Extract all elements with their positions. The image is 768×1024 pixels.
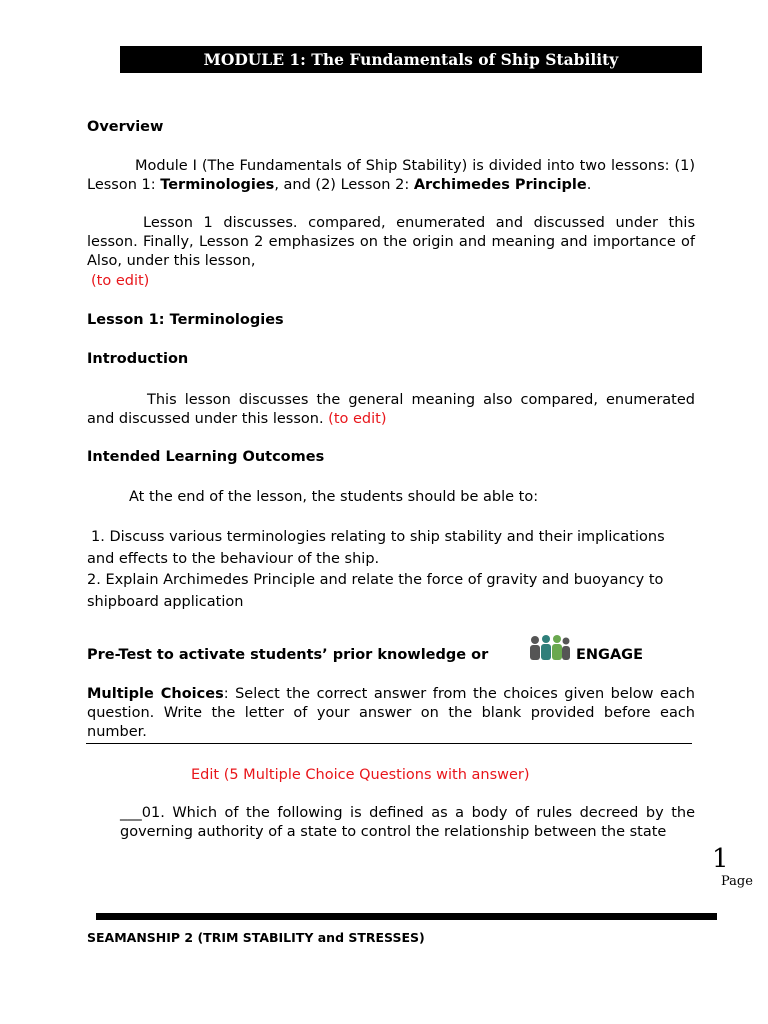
edit-questions-note: Edit (5 Multiple Choice Questions with answer) [191,767,530,783]
edit-note: (to edit) [91,273,150,289]
overview-paragraph-1 [87,157,695,195]
overview-lesson-summary: Lesson 1 discusses. compared, enumerated and discussed under this lesson. Finally, Lesson 2 emphasizes on the origin and meaning and importance of Also, under this lesson, [87,215,695,269]
overview-text: Module I (The Fundamentals of Ship Stability) is divided into two lessons: (1) Lesson 1: [87,158,695,193]
pretest-heading: Pre-Test to activate students’ prior knowledge or [87,647,489,663]
overview-text-3: . [586,177,592,193]
footer-rule [96,913,717,920]
outcomes-intro [87,488,695,507]
lesson-heading: Lesson 1: Terminologies [87,312,284,328]
divider-line [86,743,692,744]
module-title: MODULE 1: The Fundamentals of Ship Stability [120,46,702,73]
outcome-item-1 [87,527,687,570]
engage-label: ENGAGE [576,647,643,663]
multiple-choice-instructions [87,685,695,742]
introduction-heading: Introduction [87,351,189,367]
question-1: ___01. Which of the following is defined as a body of rules decreed by the governing authority of a state to control the relationship between the state [120,805,695,840]
introduction-text: This lesson discusses the general meaning also compared, enumerated and discussed under this lesson. [87,392,695,427]
archimedes-bold: Archimedes Principle [413,177,587,193]
outcome-item-2: 2. Explain Archimedes Principle and relate the force of gravity and buoyancy to shipboard application [87,572,664,610]
footer-course-title: SEAMANSHIP 2 (TRIM STABILITY and STRESSES) [87,930,425,945]
outcome-text: 1. Discuss various terminologies relating to ship stability and their implications and effects to the behaviour of the ship. [87,529,665,567]
page-number: 1 [712,844,729,874]
multiple-choices-text: : Select the correct answer from the choices given below each question. Write the letter of your answer on the blank provided before each number. [87,686,695,740]
outcomes-heading: Intended Learning Outcomes [87,449,325,465]
multiple-choices-label: Multiple Choices [87,686,224,702]
group-people-icon [527,634,571,662]
outcomes-intro-text: At the end of the lesson, the students should be able to: [129,489,539,505]
introduction-paragraph [87,391,695,429]
page-label: Page [721,874,753,889]
terminologies-bold: Terminologies [160,177,275,193]
overview-text-2: , and (2) Lesson 2: [274,177,414,193]
overview-heading: Overview [87,119,164,135]
edit-note: (to edit) [328,411,387,427]
overview-paragraph-2 [87,214,695,271]
